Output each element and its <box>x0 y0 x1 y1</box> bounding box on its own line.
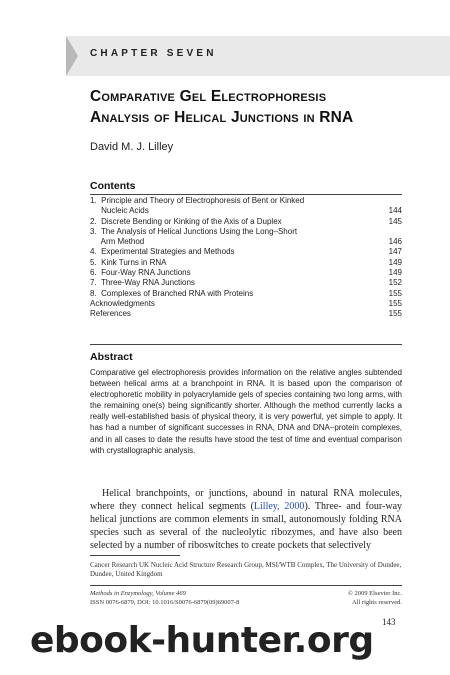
toc-item-label: 2. Discrete Bending or Kinking of the Axis of a Duplex <box>90 216 282 226</box>
toc-item[interactable] <box>90 268 402 278</box>
footer-row-2 <box>90 599 402 607</box>
author: David M. J. Lilley <box>90 141 174 153</box>
abstract-rule <box>90 344 402 345</box>
toc-item-label: Arm Method <box>90 237 145 247</box>
footer-rule <box>90 585 402 586</box>
toc-item-label: 3. The Analysis of Helical Junctions Using the Long–Short <box>90 226 298 236</box>
journal-info: Methods in Enzymology, Volume 469 <box>90 590 186 597</box>
abstract-heading: Abstract <box>90 351 133 363</box>
body-paragraph <box>90 487 402 552</box>
toc-item-page: 155 <box>388 288 402 298</box>
contents-heading: Contents <box>90 180 136 192</box>
toc-item[interactable] <box>90 206 402 216</box>
toc-item-page: 152 <box>388 278 402 288</box>
affiliation: Cancer Research UK Nucleic Acid Structure Research Group, MSI/WTB Complex, The University of Dundee, Dundee, United Kingdom <box>90 561 402 578</box>
toc-item[interactable] <box>90 196 402 206</box>
contents-rule <box>90 194 402 195</box>
toc-item[interactable] <box>90 258 402 268</box>
toc-item-page: 147 <box>388 247 402 257</box>
toc-item-label: 6. Four-Way RNA Junctions <box>90 268 191 278</box>
title-line-1: Comparative Gel Electrophoresis <box>90 88 327 105</box>
toc-item-page: 144 <box>388 206 402 216</box>
toc-item-label: 4. Experimental Strategies and Methods <box>90 247 235 257</box>
toc-item-page <box>382 196 402 206</box>
toc-item-label: 8. Complexes of Branched RNA with Proteins <box>90 288 254 298</box>
toc-item-page <box>382 227 402 237</box>
rights: All rights reserved. <box>351 599 402 606</box>
toc-item-page: 155 <box>388 298 402 308</box>
chapter-band-arrow <box>66 36 78 76</box>
toc-item-label: 1. Principle and Theory of Electrophoresis of Bent or Kinked <box>90 196 305 205</box>
toc-item-label: References <box>90 309 131 319</box>
toc-item-label: 7. Three-Way RNA Junctions <box>90 278 195 288</box>
toc-item[interactable] <box>90 237 402 247</box>
toc-item[interactable] <box>90 278 402 288</box>
toc-item-page: 155 <box>388 309 402 319</box>
body-text-end: ). Three- and four-way helical junctions are common elements in small, autonomously folding RNA species such as several of the nucleolytic ribozymes, and have also been selected by a number of riboswitches to create pockets that selectively <box>90 501 403 551</box>
footnote-rule <box>90 555 180 556</box>
issn-doi: ISSN 0076-6879, DOI: 10.1016/S0076-6879(09)69007-8 <box>90 599 240 606</box>
copyright: © 2009 Elsevier Inc. <box>347 590 402 597</box>
toc-item[interactable] <box>90 227 402 237</box>
toc-item[interactable] <box>90 309 402 319</box>
toc-item[interactable] <box>90 247 402 257</box>
toc-item[interactable] <box>90 299 402 309</box>
watermark-text: ebook-hunter.org <box>30 620 374 661</box>
footer-row-1 <box>90 590 402 598</box>
toc-item[interactable] <box>90 289 402 299</box>
table-of-contents <box>90 196 402 320</box>
body-text-start: Helical branchpoints, or junctions, abound in natural RNA molecules, where they connect helical segments ( <box>90 488 402 512</box>
page-number: 143 <box>382 617 396 627</box>
toc-item-label: 5. Kink Turns in RNA <box>90 257 167 267</box>
toc-item[interactable] <box>90 217 402 227</box>
toc-item-label: Nucleic Acids <box>90 206 149 216</box>
toc-item-page: 149 <box>388 268 402 278</box>
citation-link[interactable]: Lilley, 2000 <box>253 501 305 512</box>
chapter-label: CHAPTER SEVEN <box>90 48 217 59</box>
toc-item-page: 149 <box>388 257 402 267</box>
chapter-title <box>90 86 430 128</box>
toc-item-page: 145 <box>388 216 402 226</box>
title-line-2: Analysis of Helical Junctions in RNA <box>90 109 354 126</box>
toc-item-page: 146 <box>388 237 402 247</box>
toc-item-label: Acknowledgments <box>90 298 155 308</box>
abstract-text: Comparative gel electrophoresis provides information on the relative angles subtended between helical arms at a branchpoint in RNA. It is based upon the comparison of electrophoretic mobility in polyacrylamide gels of species containing two long arms, with the remaining one(s) being significantly shorter. Although the method currently lacks a really well-established basis of physical theory, it is very powerful, yet simple to apply. It has had a number of significant successes in RNA, DNA and DNA–protein complexes, and in all cases to date the results have stood the test of time and eventual comparison with crystallographic analysis. <box>90 368 402 455</box>
